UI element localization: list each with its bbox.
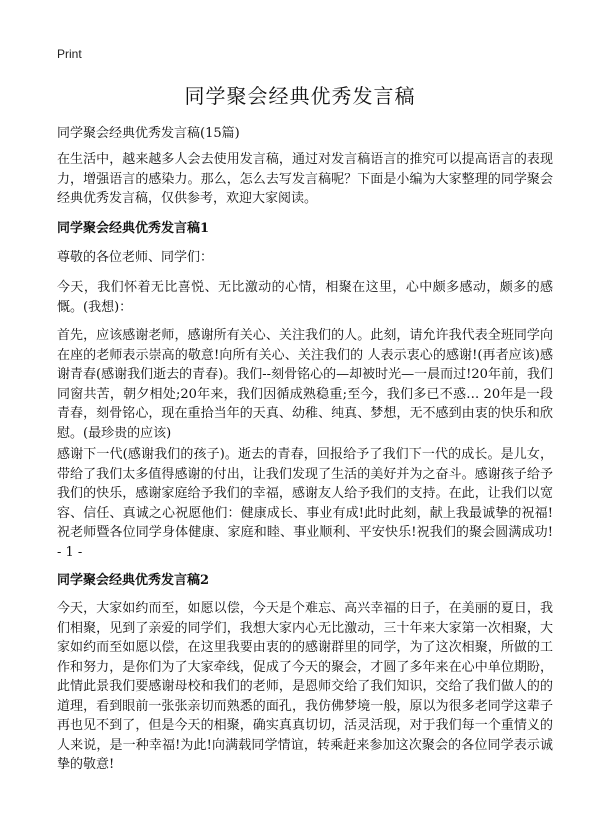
print-link[interactable]: Print xyxy=(57,47,82,61)
section2-paragraph-1: 今天，大家如约而至，如愿以偿，今天是个难忘、高兴幸福的日子，在美丽的夏日，我们相聚，见到了亲爱的同学们，我想大家内心无比激动，三十年来大家第一次相聚，大家如约而至如愿以偿，在这里我要由衷的的感谢群里的同学，为了这次相聚，所做的工作和努力，是你们为了大家牵线，促成了今天的聚会，才圆了多年来在心中单位期盼，此情此景我们要感谢母校和我们的老师，是恩师交给了我们知识，交给了我们做人的的道理，看到眼前一张张亲切而熟悉的面孔，我仿佛梦境一般，原以为很多老同学这辈子再也见不到了，但是今天的相聚，确实真真切切，活灵活现，对于我们每一个重情义的人来说，是一种幸福!为此!向满载同学情谊，转乘赶来参加这次聚会的各位同学表示诚挚的敬意! xyxy=(57,601,553,772)
section-heading-1: 同学聚会经典优秀发言稿1 xyxy=(57,221,210,236)
intro-paragraph: 在生活中，越来越多人会去使用发言稿，通过对发言稿语言的推究可以提高语言的表现力，增强语言的感染力。那么，怎么去写发言稿呢？下面是小编为大家整理的同学聚会经典优秀发言稿，仅供参考，欢迎大家阅读。 xyxy=(57,152,553,206)
section-heading-2: 同学聚会经典优秀发言稿2 xyxy=(57,573,210,588)
page-title: 同学聚会经典优秀发言稿 xyxy=(184,84,416,108)
section1-paragraph-2: 首先，应该感谢老师，感谢所有关心、关注我们的人。此刻，请允许我代表全班同学向在座的老师表示崇高的敬意!向所有关心、关注我们的 人表示衷心的感谢!(再者应该)感谢青春(感谢我们逝去的青春)。我们--刻骨铭心的—却被时光—一晨而过!20年前，我们同窗共苦，朝夕相处;20年来，我们因循成熟稳重;至今，我们多已不惑… 20年是一段青春，刻骨铭心，现在重拾当年的天真、幼稚、纯真、梦想，无不感到由衷的快乐和欣慰。(最珍贵的应该) xyxy=(57,328,553,441)
document-subtitle: 同学聚会经典优秀发言稿(15篇) xyxy=(57,126,240,141)
greeting-paragraph: 尊敬的各位老师、同学们： xyxy=(57,250,214,265)
section1-paragraph-3: 感谢下一代(感谢我们的孩子)。逝去的青春，回报给予了我们下一代的成长。是儿女，带给了我们太多值得感谢的付出，让我们发现了生活的美好并为之奋斗。感谢孩子给予我们的快乐，感谢家庭给予我们的幸福，感谢友人给予我们的支持。在此，让我们以宽容、信任、真诚之心祝愿他们：健康成长、事业有成!此时此刻，献上我最诚挚的祝福!祝老师暨各位同学身体健康、家庭和睦、事业顺利、平安快乐!祝我们的聚会圆满成功! - 1 - xyxy=(57,447,553,560)
section1-paragraph-1: 今天，我们怀着无比喜悦、无比激动的心情，相聚在这里，心中颇多感动，颇多的感慨。(我想)： xyxy=(57,280,553,315)
